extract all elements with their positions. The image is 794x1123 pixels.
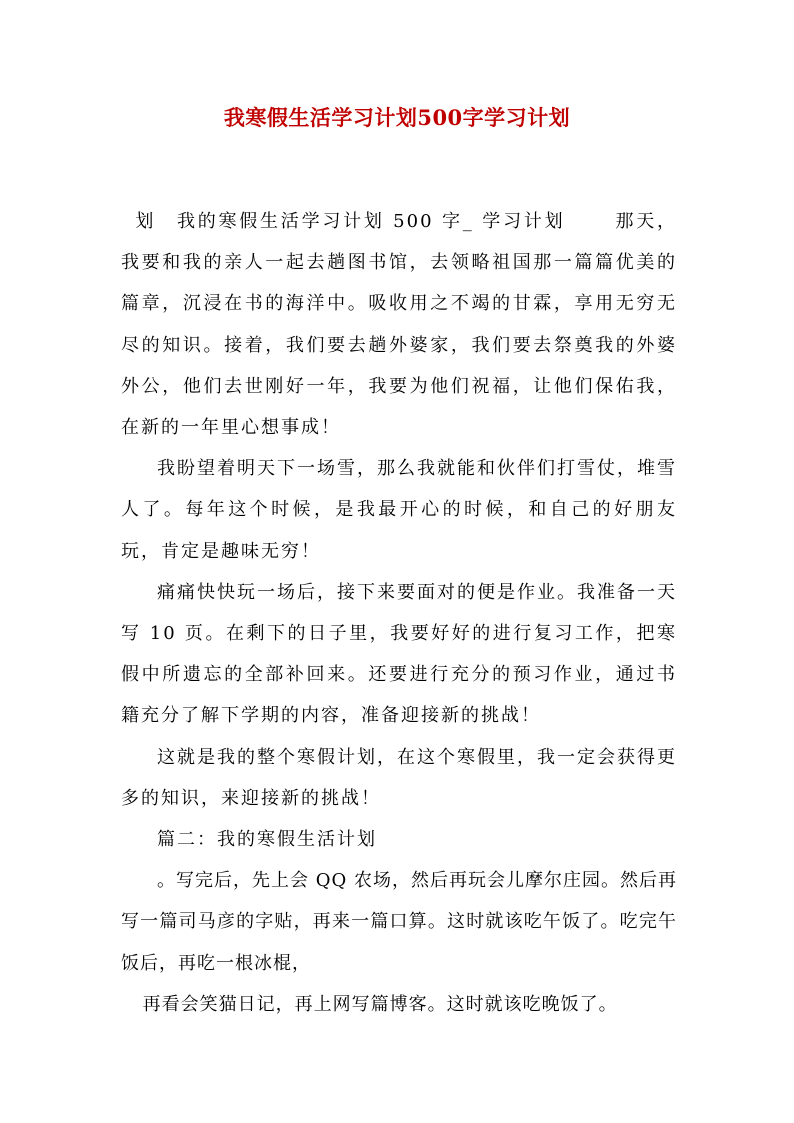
paragraph-intro: 划 我的寒假生活学习计划 500 字_ 学习计划 那天，我要和我的亲人一起去趟图书馆，去领略祖国那一篇篇优美的篇章，沉浸在书的海洋中。吸收用之不竭的甘霖，享用无穷无尽的知识。接着，我们要去趟外婆家，我们要去祭奠我的外婆外公，他们去世刚好一年，我要为他们祝福，让他们保佑我，在新的一年里心想事成！	[121, 211, 677, 439]
paragraph-daily-plan: 。写完后，先上会 QQ 农场，然后再玩会儿摩尔庄园。然后再写一篇司马彦的字贴，再来一篇口算。这时就该吃午饭了。吃完午饭后，再吃一根冰棍，	[121, 870, 677, 974]
paragraph-homework: 痛痛快快玩一场后，接下来要面对的便是作业。我准备一天写 10 页。在剩下的日子里，我要好好的进行复习工作，把寒假中所遗忘的全部补回来。还要进行充分的预习作业，通过书籍充分了解下学期的内容，准备迎接新的挑战！	[121, 581, 677, 727]
document-body	[121, 201, 677, 1025]
paragraph-snow: 我盼望着明天下一场雪，那么我就能和伙伴们打雪仗，堆雪人了。每年这个时候，是我最开心的时候，和自己的好朋友玩，肯定是趣味无穷！	[121, 458, 677, 562]
paragraph-summary: 这就是我的整个寒假计划，在这个寒假里，我一定会获得更多的知识，来迎接新的挑战！	[121, 746, 677, 809]
section-heading-part-two: 篇二：我的寒假生活计划	[157, 829, 377, 851]
document-title: 我寒假生活学习计划500字学习计划	[223, 105, 571, 130]
paragraph-evening: 再看会笑猫日记，再上网写篇博客。这时就该吃晚饭了。	[142, 993, 618, 1015]
